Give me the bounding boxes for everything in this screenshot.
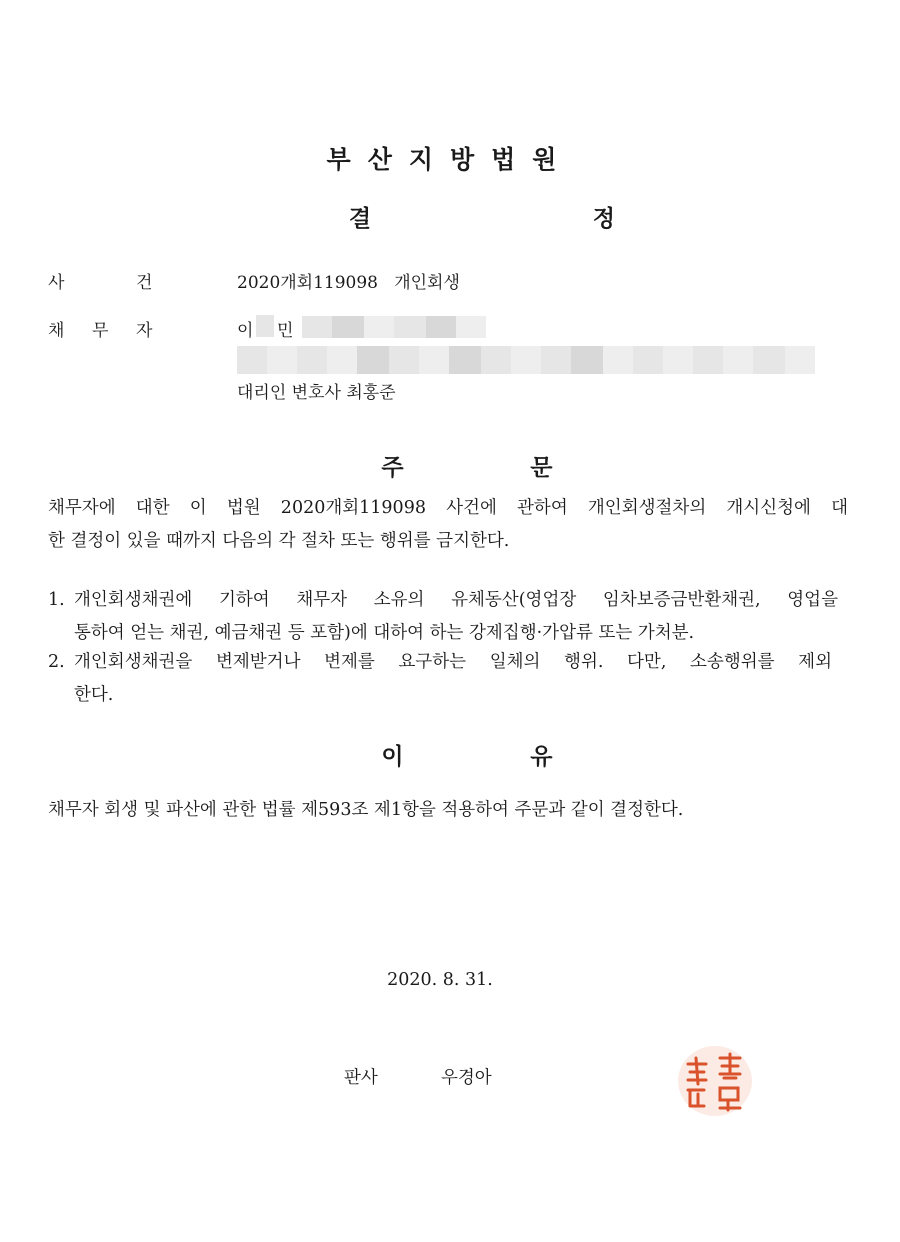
judge-seal bbox=[676, 1044, 754, 1118]
order-item-line: 개인회생채권을 변제받거나 변제를 요구하는 일체의 행위. 다만, 소송행위를 제외 bbox=[74, 652, 832, 672]
order-heading-right: 문 bbox=[530, 455, 553, 481]
order-heading-left: 주 bbox=[381, 455, 404, 481]
order-item-1 bbox=[48, 584, 838, 650]
debtor-agent: 대리인 변호사 최홍준 bbox=[237, 383, 396, 403]
reason-heading-left: 이 bbox=[381, 744, 404, 770]
order-intro-line-1: 채무자에 대한 이 법원 2020개회119098 사건에 관하여 개인회생절차의 개시신청에 대 bbox=[48, 498, 848, 518]
case-number: 2020개회119098 개인회생 bbox=[237, 273, 460, 293]
order-item-number: 2. bbox=[48, 652, 65, 672]
court-name: 부산지방법원 bbox=[326, 145, 574, 174]
judge-title: 판사 bbox=[344, 1068, 378, 1088]
order-intro-line-2: 한 결정이 있을 때까지 다음의 각 절차 또는 행위를 금지한다. bbox=[48, 531, 510, 551]
debtor-name-last: 민 bbox=[277, 321, 294, 341]
order-item-number: 1. bbox=[48, 590, 65, 610]
decision-date: 2020. 8. 31. bbox=[387, 970, 493, 990]
order-item-line: 통하여 얻는 채권, 예금채권 등 포함)에 대하여 하는 강제집행·가압류 또는 가처분. bbox=[74, 623, 695, 643]
order-heading bbox=[0, 449, 900, 482]
debtor-name-first: 이 bbox=[237, 321, 254, 341]
reason-heading bbox=[0, 738, 900, 771]
order-item-2 bbox=[48, 646, 838, 712]
judge-name: 우경아 bbox=[441, 1068, 492, 1088]
document-title-left: 결 bbox=[348, 206, 372, 232]
reason-text: 채무자 회생 및 파산에 관한 법률 제593조 제1항을 적용하여 주문과 같이 결정한다. bbox=[48, 800, 684, 820]
case-label: 사 건 bbox=[48, 273, 153, 293]
order-item-line: 한다. bbox=[74, 685, 114, 705]
document-title-right: 정 bbox=[592, 206, 615, 232]
debtor-label: 채 무 자 bbox=[48, 321, 153, 341]
document-title bbox=[0, 200, 900, 233]
redacted-name-middle bbox=[256, 315, 274, 337]
reason-heading-right: 유 bbox=[530, 744, 553, 770]
order-item-line: 개인회생채권에 기하여 채무자 소유의 유체동산(영업장 임차보증금반환채권, 영업을 bbox=[74, 590, 838, 610]
